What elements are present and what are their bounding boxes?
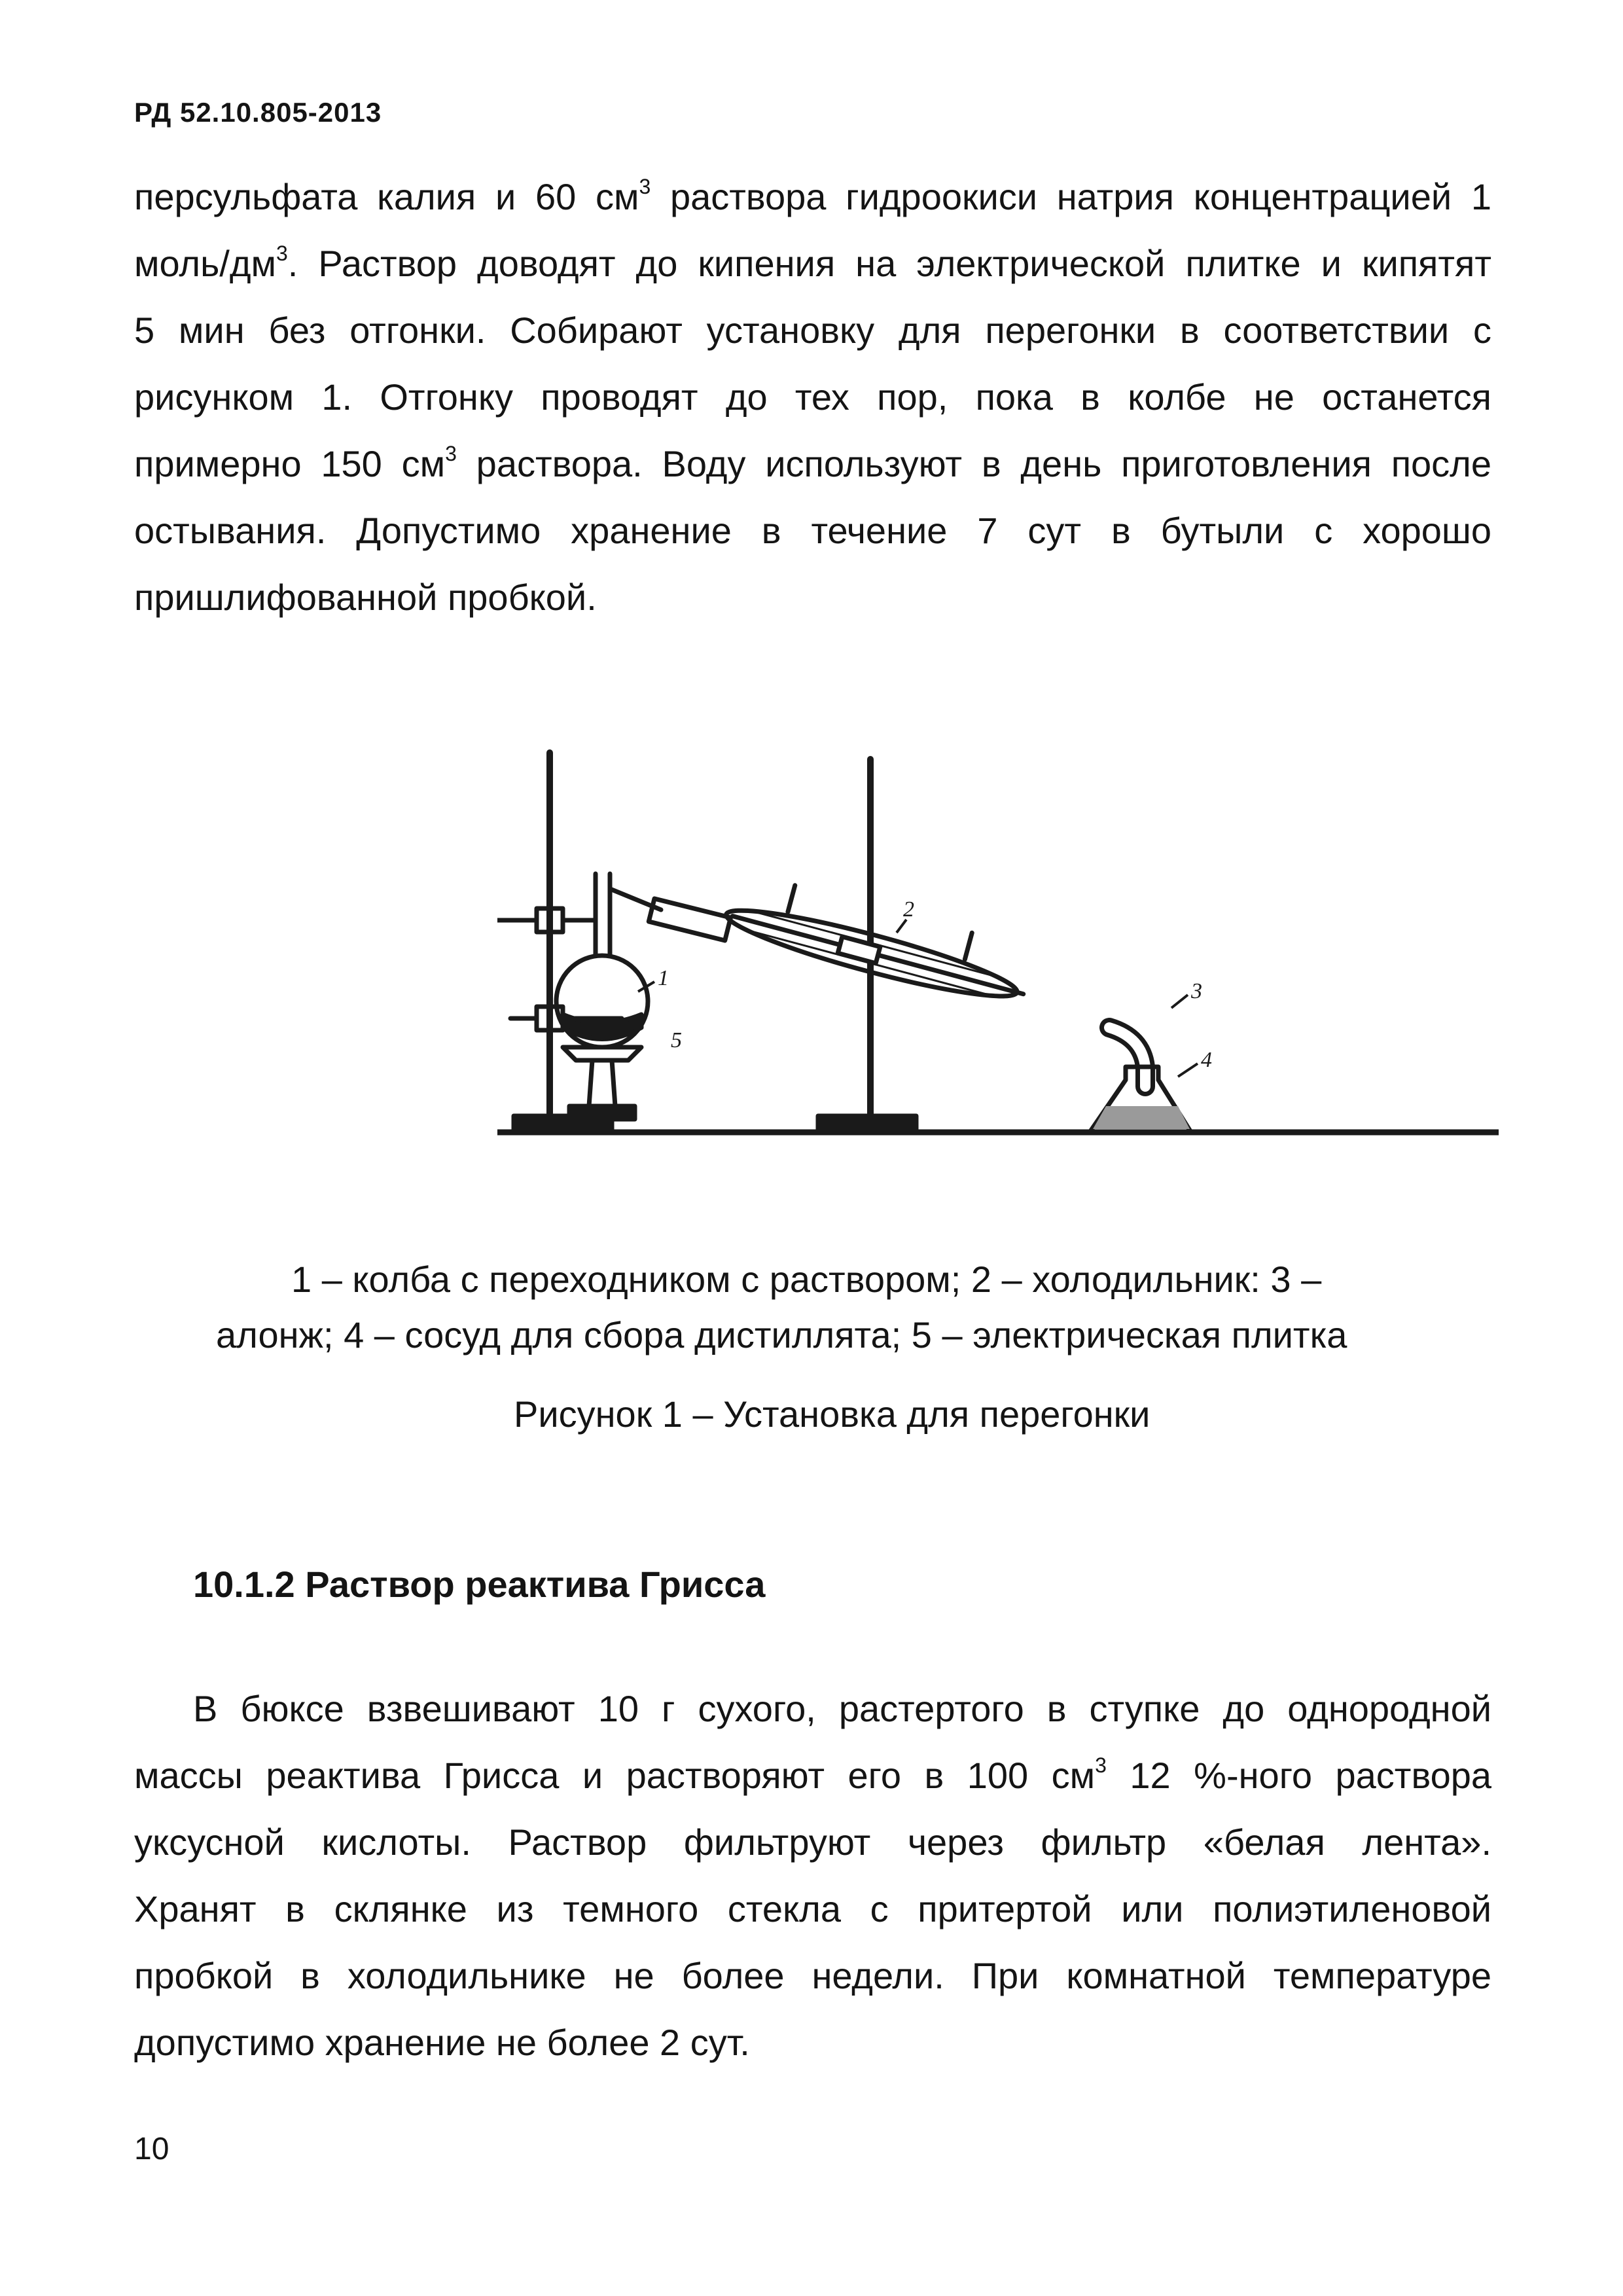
text-line: персульфата калия и 60 $см^3$ раствора гидроокиси натрия концентрацией 1 <box>134 175 1491 217</box>
figure-label: 2 <box>903 897 914 922</box>
text-line: примерно 150 $см^3$ раствора. Воду используют в день приготовления после <box>134 442 1491 484</box>
figure-label: 5 <box>671 1028 682 1052</box>
text-line: пришлифованной пробкой. <box>134 577 597 618</box>
figure-legend-line-1: 1 – колба с переходником с раствором; 2 – холодильник: 3 – <box>291 1259 1322 1300</box>
text-line: 5 мин без отгонки. Собирают установку для перегонки в соответствии с <box>134 310 1491 351</box>
text-line: В бюксе взвешивают 10 г сухого, растертого в ступке до однородной <box>193 1688 1491 1729</box>
text-line: массы реактива Грисса и растворяют его в 100 $см^3$ 12 %-ного раствора <box>134 1753 1492 1796</box>
paragraph-persulfate <box>134 164 1491 631</box>
page-number: 10 <box>134 2132 169 2166</box>
document-code-header: РД 52.10.805-2013 <box>134 97 382 128</box>
text-line: моль/$дм^3$. Раствор доводят до кипения на электрической плитке и кипятят <box>134 242 1491 284</box>
figure-label: 1 <box>658 966 669 990</box>
text-line: уксусной кислоты. Раствор фильтруют через фильтр «белая лента». <box>134 1821 1491 1863</box>
text-line: пробкой в холодильнике не более недели. При комнатной температуре <box>134 1955 1491 1996</box>
section-heading: 10.1.2 Раствор реактива Грисса <box>193 1564 766 1605</box>
condenser <box>721 870 1035 1011</box>
paragraph-griess-reagent <box>134 1676 1491 2076</box>
text-line: Хранят в склянке из темного стекла с притертой или полиэтиленовой <box>134 1888 1491 1929</box>
figure-legend-line-2: алонж; 4 – сосуд для сбора дистиллята; 5 – электрическая плитка <box>216 1314 1347 1355</box>
text-line: рисунком 1. Отгонку проводят до тех пор, пока в колбе не останется <box>134 376 1491 418</box>
text-line: допустимо хранение не более 2 сут. <box>134 2022 750 2063</box>
stand-base-middle <box>818 1116 916 1130</box>
figure-label: 4 <box>1201 1048 1212 1072</box>
adapter-tube <box>649 899 730 941</box>
text-line: остывания. Допустимо хранение в течение 7 сут в бутыли с хорошо <box>134 510 1491 551</box>
distillation-apparatus-figure <box>497 740 1499 1152</box>
figure-label: 3 <box>1191 979 1202 1003</box>
figure-title: Рисунок 1 – Установка для перегонки <box>514 1393 1150 1435</box>
